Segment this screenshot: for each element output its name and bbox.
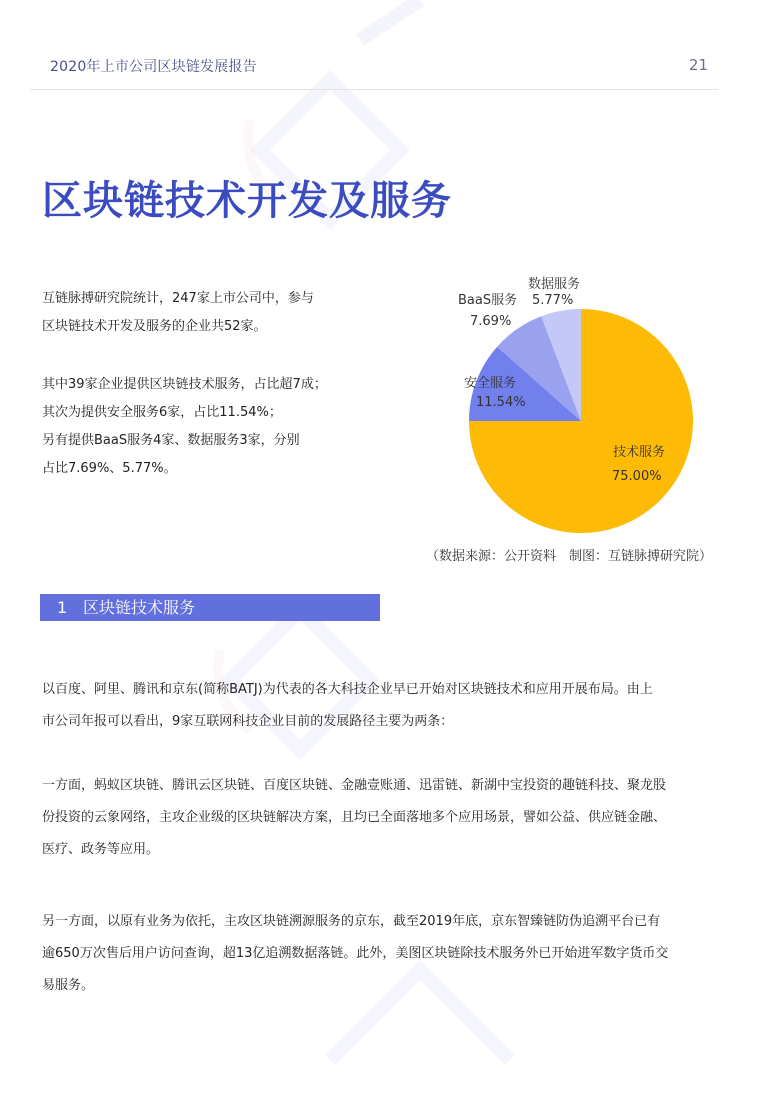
intro-line: 互链脉搏研究院统计，247家上市公司中，参与 bbox=[42, 291, 314, 306]
label-baas-service: BaaS服务 bbox=[458, 293, 518, 308]
paragraph-line: 易服务。 bbox=[42, 978, 95, 993]
intro-text bbox=[42, 285, 402, 483]
paragraph-line: 一方面，蚂蚁区块链、腾讯云区块链、百度区块链、金融壹账通、迅雷链、新湖中宝投资的趣链科技、聚龙股 bbox=[42, 778, 667, 793]
paragraph-line: 份投资的云象网络，主攻企业级的区块链解决方案，且均已全面落地多个应用场景，譬如公益、供应链金融、 bbox=[42, 810, 667, 825]
paragraph-1 bbox=[42, 674, 722, 738]
label-data-service-pct: 5.77% bbox=[532, 293, 574, 308]
section-number: 1 bbox=[57, 598, 68, 617]
section-heading bbox=[40, 594, 380, 621]
intro-line: 另有提供BaaS服务4家、数据服务3家，分别 bbox=[42, 433, 300, 448]
intro-line: 其次为提供安全服务6家，占比11.54%； bbox=[42, 405, 282, 420]
label-data-service: 数据服务 bbox=[528, 277, 581, 292]
paragraph-line: 医疗、政务等应用。 bbox=[42, 842, 160, 857]
paragraph-line: 市公司年报可以看出，9家互联网科技企业目前的发展路径主要为两条： bbox=[42, 714, 454, 729]
intro-line: 其中39家企业提供区块链技术服务，占比超7成； bbox=[42, 377, 327, 392]
label-tech-service-pct: 75.00% bbox=[612, 469, 662, 484]
page-title: 区块链技术开发及服务 bbox=[42, 178, 452, 224]
label-security-service-pct: 11.54% bbox=[476, 395, 526, 410]
intro-line: 占比7.69%、5.77%。 bbox=[42, 461, 177, 476]
chart-caption: （数据来源：公开资料 制图：互链脉搏研究院） bbox=[426, 549, 713, 564]
paragraph-2 bbox=[42, 770, 722, 866]
label-baas-service-pct: 7.69% bbox=[470, 314, 512, 329]
label-tech-service: 技术服务 bbox=[613, 445, 666, 460]
paragraph-line: 逾650万次售后用户访问查询，超13亿追溯数据落链。此外，美图区块链除技术服务外已开始进军数字货币交 bbox=[42, 946, 669, 961]
paragraph-3 bbox=[42, 906, 722, 1002]
pie-chart bbox=[440, 260, 740, 550]
header-divider bbox=[30, 89, 718, 90]
section-title: 区块链技术服务 bbox=[83, 598, 196, 617]
intro-line: 区块链技术开发及服务的企业共52家。 bbox=[42, 319, 267, 334]
paragraph-line: 另一方面，以原有业务为依托，主攻区块链溯源服务的京东，截至2019年底，京东智臻链防伪追溯平台已有 bbox=[42, 914, 661, 929]
label-security-service: 安全服务 bbox=[464, 376, 517, 391]
paragraph-line: 以百度、阿里、腾讯和京东(简称BATJ)为代表的各大科技企业早已开始对区块链技术和应用开展布局。由上 bbox=[42, 682, 653, 697]
report-header-title: 2020年上市公司区块链发展报告 bbox=[50, 59, 257, 75]
page-number: 21 bbox=[688, 56, 708, 74]
